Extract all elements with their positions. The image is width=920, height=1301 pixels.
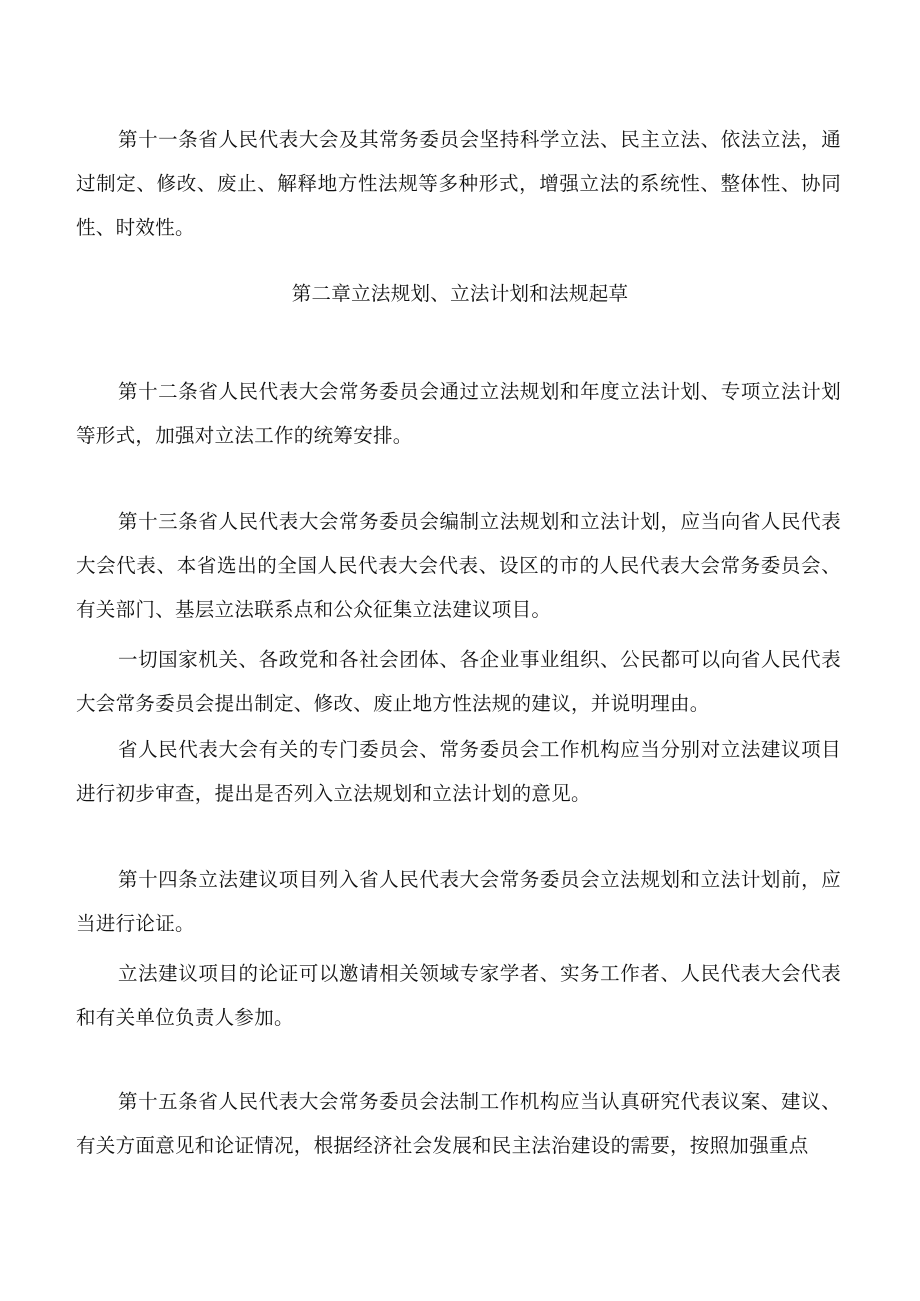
article-14-paragraph-2: 立法建议项目的论证可以邀请相关领域专家学者、实务工作者、人民代表大会代表和有关单位负责人参加。 (76, 962, 841, 1029)
article-13-paragraph-2: 一切国家机关、各政党和各社会团体、各企业事业组织、公民都可以向省人民代表大会常务委员会提出制定、修改、废止地方性法规的建议，并说明理由。 (76, 648, 841, 715)
article-13-paragraph-3: 省人民代表大会有关的专门委员会、常务委员会工作机构应当分别对立法建议项目进行初步审查，提出是否列入立法规划和立法计划的意见。 (76, 738, 841, 805)
article-13-paragraph-1: 第十三条省人民代表大会常务委员会编制立法规划和立法计划，应当向省人民代表大会代表、本省选出的全国人民代表大会代表、设区的市的人民代表大会常务委员会、有关部门、基层立法联系点和公众征集立法建议项目。 (76, 510, 841, 621)
article-15-paragraph-1: 第十五条省人民代表大会常务委员会法制工作机构应当认真研究代表议案、建议、有关方面意见和论证情况，根据经济社会发展和民主法治建设的需要，按照加强重点 (76, 1090, 841, 1157)
chapter-2-heading: 第二章立法规划、立法计划和法规起草 (291, 282, 629, 305)
article-14-paragraph-1: 第十四条立法建议项目列入省人民代表大会常务委员会立法规划和立法计划前，应当进行论证。 (76, 868, 841, 935)
article-11: 第十一条省人民代表大会及其常务委员会坚持科学立法、民主立法、依法立法，通过制定、修改、废止、解释地方性法规等多种形式，增强立法的系统性、整体性、协同性、时效性。 (76, 128, 841, 239)
article-12: 第十二条省人民代表大会常务委员会通过立法规划和年度立法计划、专项立法计划等形式，加强对立法工作的统筹安排。 (76, 380, 841, 447)
